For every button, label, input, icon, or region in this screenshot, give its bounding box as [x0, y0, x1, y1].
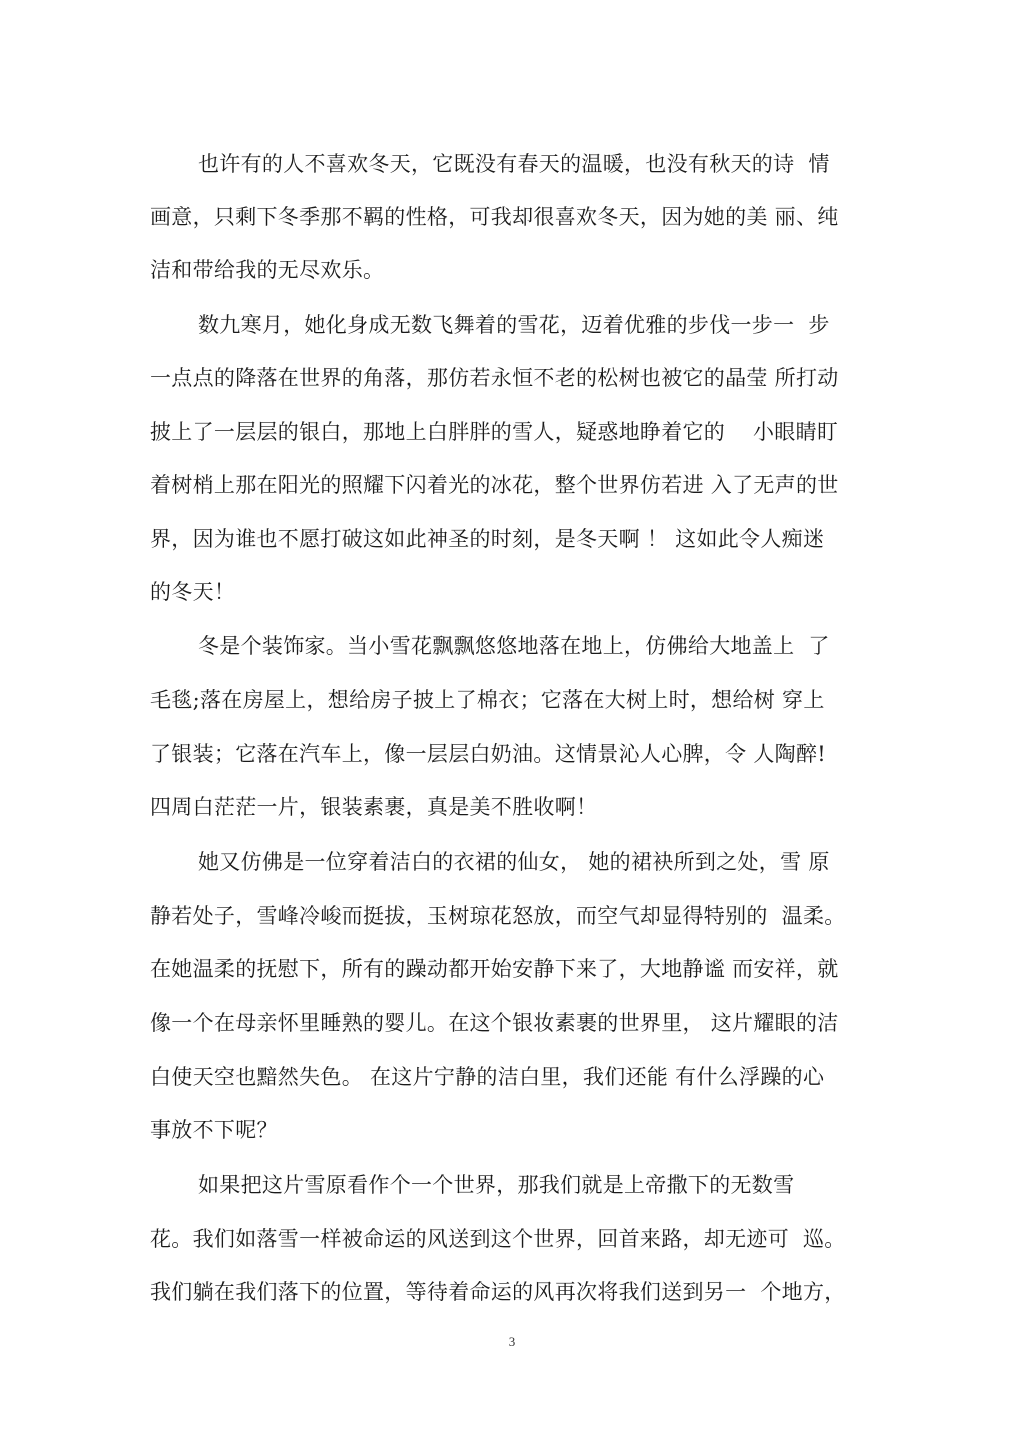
paragraph-2-line-1: 数九寒月，她化身成无数飞舞着的雪花，迈着优雅的步伐一步一 步	[198, 313, 830, 337]
paragraph-5-line-3: 我们躺在我们落下的位置，等待着命运的风再次将我们送到另一 个地方，	[150, 1280, 846, 1304]
paragraph-2-line-5: 界，因为谁也不愿打破这如此神圣的时刻，是冬天啊 ！ 这如此令人痴迷	[150, 527, 825, 551]
paragraph-4-line-2: 静若处子，雪峰冷峻而挺拔，玉树琼花怒放，而空气却显得特别的 温柔。	[150, 904, 846, 928]
paragraph-5-line-1: 如果把这片雪原看作个一个世界，那我们就是上帝撒下的无数雪	[198, 1173, 795, 1197]
paragraph-4-line-6: 事放不下呢？	[150, 1118, 278, 1142]
paragraph-3-line-2: 毛毯;落在房屋上，想给房子披上了棉衣；它落在大树上时，想给树 穿上	[150, 688, 825, 712]
paragraph-1-line-1: 也许有的人不喜欢冬天，它既没有春天的温暖，也没有秋天的诗 情	[198, 152, 830, 176]
paragraph-4-line-5: 白使天空也黯然失色。 在这片宁静的洁白里，我们还能 有什么浮躁的心	[150, 1065, 825, 1089]
paragraph-3-line-1: 冬是个装饰家。当小雪花飘飘悠悠地落在地上，仿佛给大地盖上 了	[198, 634, 830, 658]
paragraph-2-line-4: 着树梢上那在阳光的照耀下闪着光的冰花，整个世界仿若进 入了无声的世	[150, 473, 839, 497]
paragraph-3-line-3: 了银装；它落在汽车上，像一层层白奶油。这情景沁人心脾，令 人陶醉!	[150, 742, 827, 766]
paragraph-5-line-2: 花。我们如落雪一样被命运的风送到这个世界，回首来路，却无迹可 巡。	[150, 1227, 846, 1251]
paragraph-2-line-2: 一点点的降落在世界的角落，那仿若永恒不老的松树也被它的晶莹 所打动	[150, 366, 839, 390]
paragraph-2-line-3: 披上了一层层的银白，那地上白胖胖的雪人，疑惑地睁着它的 小眼睛盯	[150, 420, 839, 444]
paragraph-4-line-1: 她又仿佛是一位穿着洁白的衣裙的仙女， 她的裙袂所到之处，雪 原	[198, 850, 830, 874]
paragraph-1-line-2: 画意，只剩下冬季那不羁的性格，可我却很喜欢冬天，因为她的美 丽、纯	[150, 205, 839, 229]
paragraph-2-line-6: 的冬天！	[150, 580, 236, 604]
page-number: 3	[508, 1334, 516, 1349]
paragraph-4-line-4: 像一个在母亲怀里睡熟的婴儿。在这个银妆素裹的世界里， 这片耀眼的洁	[150, 1011, 839, 1035]
paragraph-1-line-3: 洁和带给我的无尽欢乐。	[150, 258, 385, 282]
paragraph-3-line-4: 四周白茫茫一片，银装素裹，真是美不胜收啊！	[150, 795, 598, 819]
paragraph-4-line-3: 在她温柔的抚慰下，所有的躁动都开始安静下来了，大地静谧 而安祥，就	[150, 957, 839, 981]
